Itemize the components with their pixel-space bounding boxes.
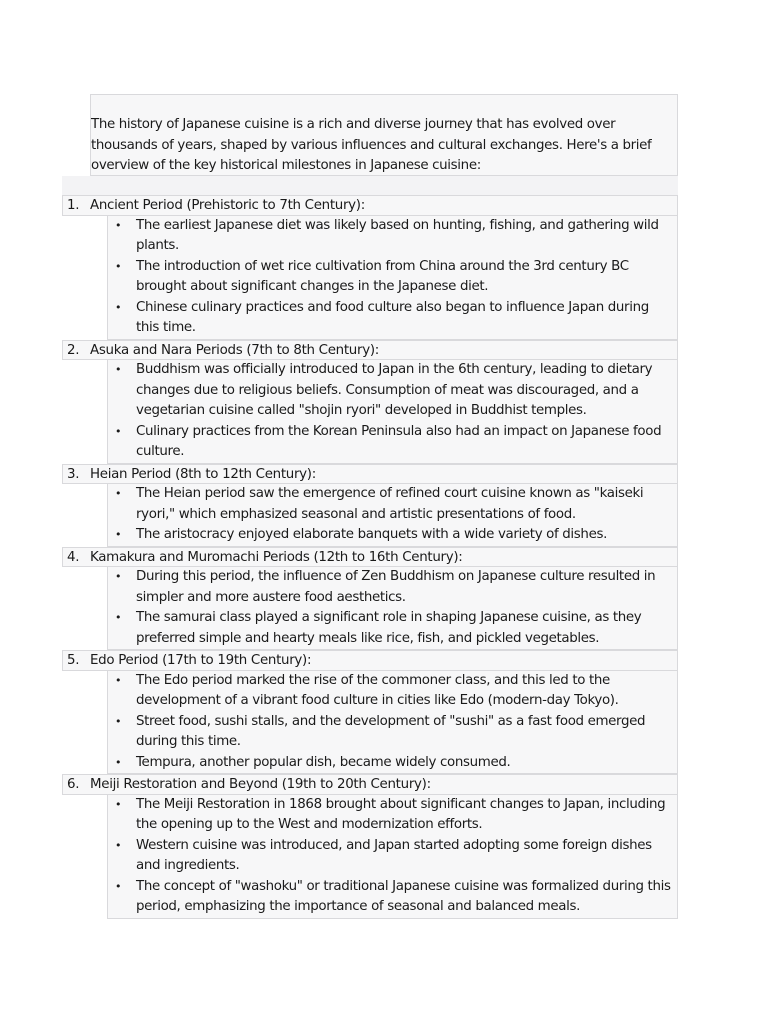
section-title: Kamakura and Muromachi Periods (12th to 16th Century): [90, 549, 463, 565]
bullet-text: The Edo period marked the rise of the commoner class, and this led to the development of a vibrant food culture in cities like Edo (modern-day Tokyo). [136, 672, 619, 708]
bullet-text: The Heian period saw the emergence of refined court cuisine known as "kaiseki ryori," which emphasized seasonal and artistic presentations of food. [136, 486, 644, 522]
bullet-dot-icon: • [115, 714, 122, 728]
bullet-text: The Meiji Restoration in 1868 brought about significant changes to Japan, including the opening up to the West and modernization efforts. [136, 796, 666, 832]
bullet-text: Culinary practices from the Korean Peninsula also had an impact on Japanese food culture. [136, 423, 662, 459]
section-heading [62, 774, 678, 795]
spacer-strip [62, 176, 678, 195]
bullet-dot-icon: • [115, 755, 122, 769]
bullet-dot-icon: • [115, 611, 122, 624]
bullet-text: Buddhism was officially introduced to Japan in the 6th century, leading to dietary changes due to religious beliefs. Consumption of meat was discouraged, and a vegetarian cuisine called "shojin ryori" developed in Buddhist temples. [136, 362, 653, 418]
section-heading [62, 650, 678, 671]
bullet-dot-icon: • [115, 424, 122, 438]
history-section [62, 464, 678, 547]
bullet-dot-icon: • [115, 218, 122, 232]
section-number: 2. [67, 342, 80, 358]
bullet-text: Chinese culinary practices and food culture also began to influence Japan during this time. [136, 299, 649, 335]
section-bullet-list [107, 484, 678, 547]
bullet-text: Street food, sushi stalls, and the development of "sushi" as a fast food emerged during this time. [136, 713, 646, 749]
history-section [62, 774, 678, 919]
section-bullet-list [107, 795, 678, 919]
bullet-item [108, 753, 677, 774]
bullet-text: During this period, the influence of Zen Buddhism on Japanese culture resulted in simpler and more austere food aesthetics. [136, 569, 656, 605]
section-number: 3. [67, 466, 80, 482]
section-number: 5. [67, 653, 80, 668]
bullet-dot-icon: • [115, 487, 122, 500]
bullet-item [108, 836, 677, 877]
section-heading [62, 547, 678, 568]
intro-paragraph: The history of Japanese cuisine is a rich and diverse journey that has evolved over thousands of years, shaped by various influences and cultural exchanges. Here's a brief overview of the key historical milestones in Japanese cuisine: [90, 94, 678, 176]
bullet-dot-icon: • [115, 259, 122, 273]
section-number: 6. [67, 777, 80, 792]
section-number: 1. [67, 198, 80, 213]
bullet-dot-icon: • [115, 570, 122, 583]
bullet-dot-icon: • [115, 673, 122, 687]
bullet-text: The earliest Japanese diet was likely based on hunting, fishing, and gathering wild plants. [136, 217, 659, 253]
history-section [62, 195, 678, 340]
bullet-item [108, 298, 677, 339]
bullet-item [108, 422, 677, 463]
section-bullet-list [107, 567, 678, 650]
section-heading [62, 464, 678, 485]
bullet-dot-icon: • [115, 363, 122, 376]
section-title: Asuka and Nara Periods (7th to 8th Century): [90, 342, 379, 358]
section-bullet-list [107, 360, 678, 464]
bullet-item [108, 712, 677, 753]
bullet-text: The introduction of wet rice cultivation from China around the 3rd century BC brought about significant changes in the Japanese diet. [136, 258, 629, 294]
history-section [62, 547, 678, 651]
bullet-item [108, 484, 677, 525]
bullet-item [108, 257, 677, 298]
bullet-dot-icon: • [115, 300, 122, 314]
bullet-text: Western cuisine was introduced, and Japan started adopting some foreign dishes and ingredients. [136, 837, 652, 873]
section-bullet-list [107, 216, 678, 340]
bullet-item [108, 671, 677, 712]
bullet-text: The aristocracy enjoyed elaborate banquets with a wide variety of dishes. [136, 527, 607, 542]
bullet-text: The concept of "washoku" or traditional Japanese cuisine was formalized during this period, emphasizing the importance of seasonal and balanced meals. [136, 878, 671, 914]
section-title: Heian Period (8th to 12th Century): [90, 466, 316, 482]
bullet-text: Tempura, another popular dish, became widely consumed. [136, 754, 511, 770]
bullet-dot-icon: • [115, 838, 122, 852]
bullet-item [108, 567, 677, 608]
section-title: Meiji Restoration and Beyond (19th to 20th Century): [90, 777, 431, 792]
bullet-dot-icon: • [115, 797, 122, 811]
bullet-text: The samurai class played a significant role in shaping Japanese cuisine, as they preferred simple and hearty meals like rice, fish, and pickled vegetables. [136, 610, 642, 646]
section-title: Edo Period (17th to 19th Century): [90, 653, 312, 668]
section-heading [62, 340, 678, 361]
section-heading [62, 195, 678, 216]
history-section-list [62, 195, 678, 919]
bullet-item [108, 216, 677, 257]
bullet-item [108, 877, 677, 918]
bullet-dot-icon: • [115, 528, 122, 541]
history-section [62, 340, 678, 464]
section-title: Ancient Period (Prehistoric to 7th Century): [90, 198, 365, 213]
section-number: 4. [67, 549, 80, 565]
section-bullet-list [107, 671, 678, 775]
bullet-dot-icon: • [115, 879, 122, 893]
bullet-item [108, 360, 677, 422]
bullet-item [108, 795, 677, 836]
history-section [62, 650, 678, 774]
bullet-item [108, 608, 677, 649]
bullet-item [108, 525, 677, 546]
